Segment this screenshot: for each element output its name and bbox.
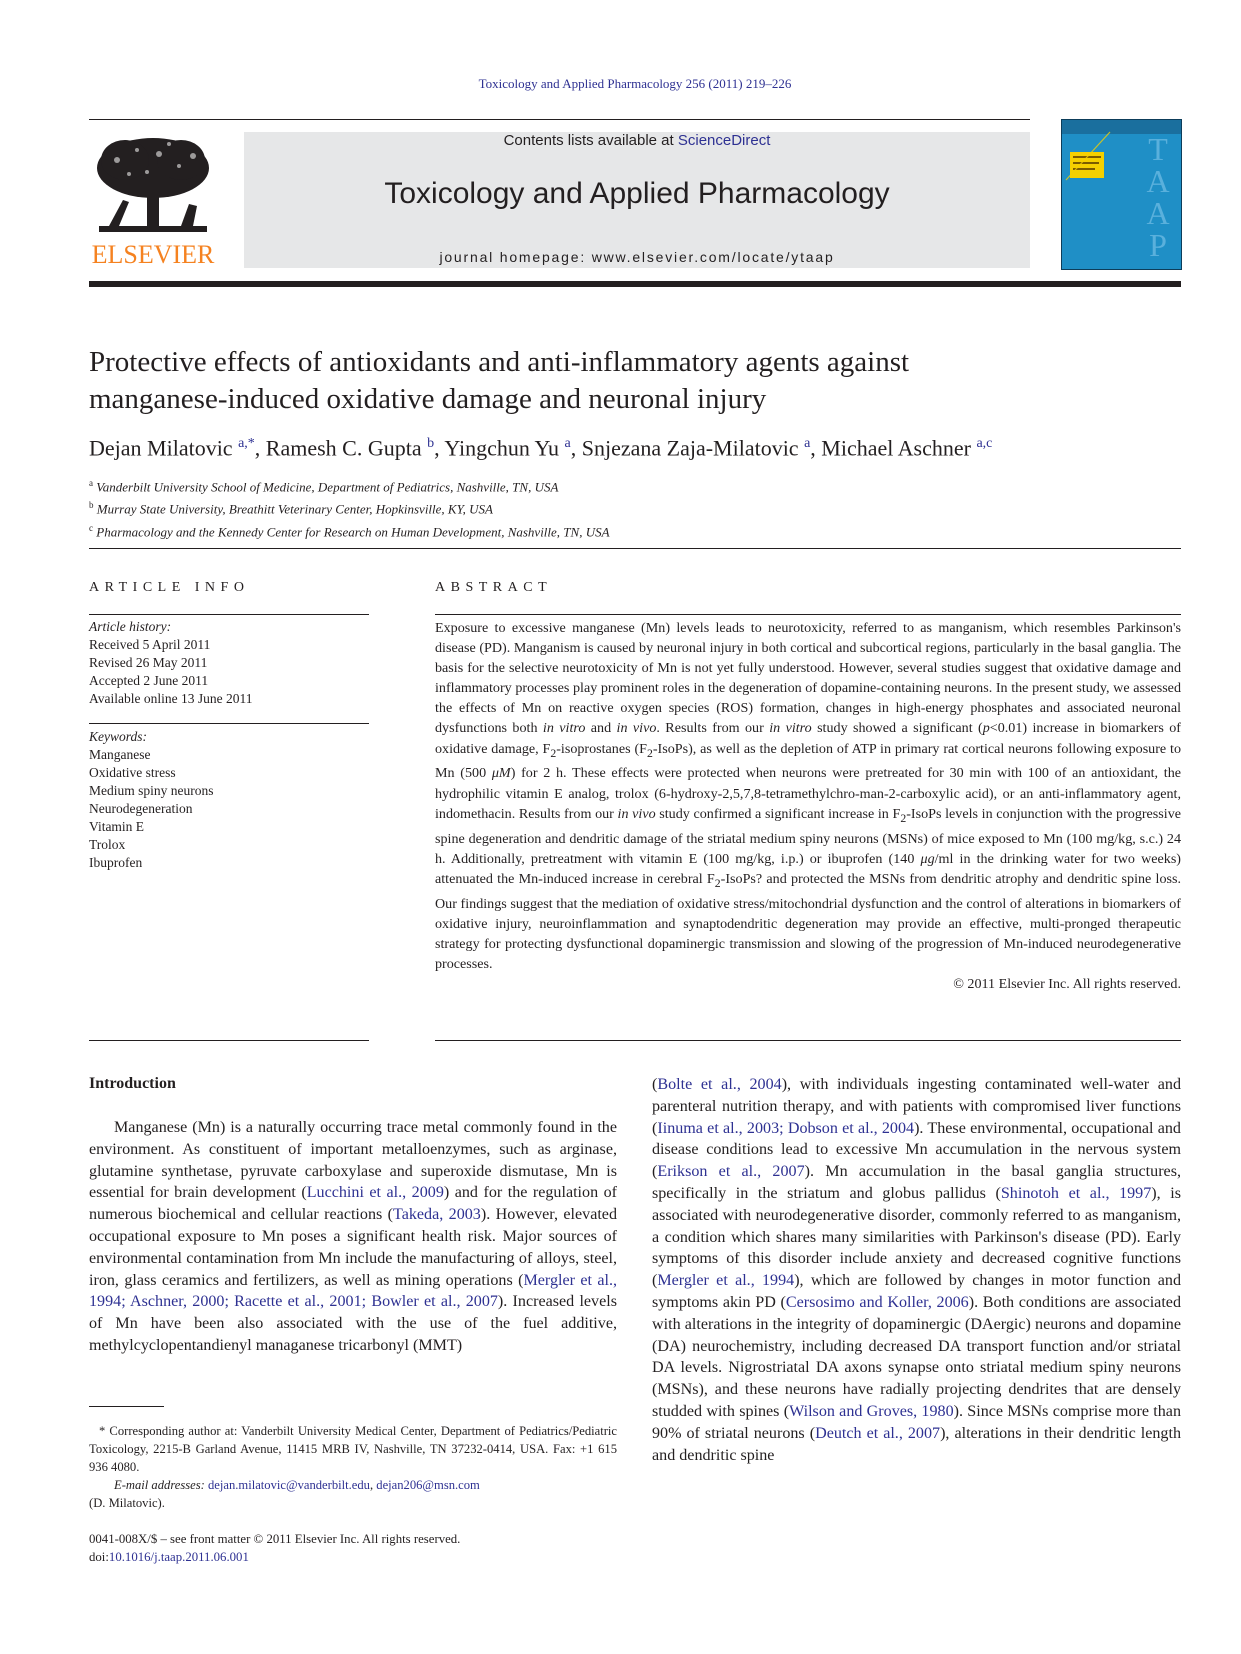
email-link[interactable]: dejan206@msn.com [376, 1478, 480, 1492]
header-thick-rule [89, 281, 1181, 287]
history-label: Article history: [89, 619, 172, 634]
affiliation-text: Vanderbilt University School of Medicine, Department of Pediatrics, Nashville, TN, USA [96, 479, 559, 495]
author-name[interactable]: Yingchun Yu [444, 435, 559, 461]
keyword: Manganese [89, 747, 151, 762]
author-name[interactable]: Ramesh C. Gupta [265, 435, 422, 461]
keywords [89, 728, 369, 872]
affiliation-text: Pharmacology and the Kennedy Center for Research on Human Development, Nashville, TN, USA [96, 523, 610, 539]
affiliation-text: Murray State University, Breathitt Veterinary Center, Hopkinsville, KY, USA [96, 501, 493, 517]
author-affil-mark[interactable]: a,c [976, 436, 993, 451]
article-info-heading: ARTICLE INFO [89, 580, 250, 595]
article-title [89, 344, 1181, 418]
citation-link[interactable]: Iinuma et al., 2003; Dobson et al., 2004 [657, 1119, 915, 1137]
intro-paragraph-2: (Bolte et al., 2004), with individuals ingesting contaminated well-water and parenteral nutrition therapy, and with patients with compromised liver functions (Iinuma et al., 2003; Dobson et al., 2004). These environmental, occupational and disease conditions lead to excessive Mn accumulation in the nervous system (Erikson et al., 2007). Mn accumulation in the basal ganglia structures, specifically in the striatum and globus pallidus (Shinotoh et al., 1997), is associated with neurodegenerative disorder, commonly referred to as manganism, a condition which shares many similarities with Parkinson's disease (PD). Early symptoms of this disorder include anxiety and decreased cognitive functions (Mergler et al., 1994), which are followed by changes in motor function and symptoms akin PD (Cersosimo and Koller, 2006). Both conditions are associated with alterations in the integrity of dopaminergic (DAergic) neurons and dopamine (DA) neurochemistry, including decreased DA transport function and/or striatal DA levels. Nigrostriatal DA axons synapse onto striatal medium spiny neurons (MSNs), and these neurons have radially projecting dendrites that are densely studded with spines (Wilson and Groves, 1980). Since MSNs comprise more than 90% of striatal neurons (Deutch et al., 2007), alterations in their dendritic length and dendritic spine [652, 1076, 1182, 1464]
doi-line: doi:10.1016/j.taap.2011.06.001 [89, 1550, 249, 1564]
history-received: Received 5 April 2011 [89, 637, 211, 652]
author-affil-mark[interactable]: b [427, 436, 435, 451]
abstract-rule [435, 614, 1181, 615]
article-history [89, 618, 369, 708]
affiliation-mark: c [89, 522, 93, 533]
info-rule [89, 723, 369, 724]
history-revised: Revised 26 May 2011 [89, 655, 208, 670]
title-line-1: Protective effects of antioxidants and anti-inflammatory agents against [89, 346, 910, 378]
svg-text:P: P [1149, 227, 1167, 263]
top-rule [89, 119, 1030, 120]
author-affil-mark[interactable]: a [804, 436, 811, 451]
author-name[interactable]: Michael Aschner [821, 435, 971, 461]
issn-line: 0041-008X/$ – see front matter © 2011 Elsevier Inc. All rights reserved. [89, 1532, 461, 1546]
title-line-2: manganese-induced oxidative damage and neuronal injury [89, 383, 767, 415]
email-link[interactable]: dejan.milatovic@vanderbilt.edu [207, 1478, 370, 1492]
history-accepted: Accepted 2 June 2011 [89, 673, 209, 688]
abstract-bottom-rule [435, 1040, 1181, 1041]
abstract-heading: ABSTRACT [435, 580, 553, 595]
citation-link[interactable]: Lucchini et al., 2009 [306, 1184, 444, 1202]
elsevier-logo[interactable] [89, 130, 217, 270]
author-list: Dejan Milatovic $^{a,*}$, Ramesh C. Gupta $^b$, Yingchun Yu $^a$, Snjezana Zaja-Milatovic $^a$, Michael Aschner $^{a,c}$ [89, 435, 993, 461]
citation-link[interactable]: Bolte et al., 2004 [657, 1076, 782, 1093]
citation-link[interactable]: Cersosimo and Koller, 2006 [785, 1293, 969, 1311]
abstract-text: Exposure to excessive manganese (Mn) levels leads to neurotoxicity, referred to as manganism, which resembles Parkinson's disease (PD). Manganism is caused by neuronal injury in both cortical and subcortical regions, particularly in the basal ganglia. The basis for the selective neurotoxicity of Mn is not yet fully understood. However, several studies suggest that oxidative damage and inflammatory processes play prominent roles in the degeneration of dopamine-containing neurons. In the present study, we assessed the effects of Mn on reactive oxygen species (ROS) formation, changes in high-energy phosphates and associated neuronal dysfunctions both in vitro and in vivo. Results from our in vitro study showed a significant (p<0.01) increase in biomarkers of oxidative damage, $F_2$-isoprostanes $(F_2-IsoPs)$, as well as the depletion of ATP in primary rat cortical neurons following exposure to Mn (500 μM) for 2 h. These effects were protected when neurons were pretreated for 30 min with 100 of an antioxidant, the hydrophilic vitamin E analog, trolox (6-hydroxy-2,5,7,8-tetramethylchro-man-2-carboxylic acid), or an anti-inflammatory agent, indomethacin. Results from our in vivo study confirmed a significant increase in $F_2$-IsoPs levels in conjunction with the progressive spine degeneration and dendritic damage of the striatal medium spiny neurons (MSNs) of mice exposed to Mn (100 mg/kg, s.c.) 24 h. Additionally, pretreatment with vitamin E (100 mg/kg, i.p.) or ibuprofen (140 μg/ml in the drinking water for two weeks) attenuated the Mn-induced increase in cerebral $F_2$-IsoPs? and protected the MSNs from dendritic atrophy and dendritic spine loss. Our findings suggest that the mediation of oxidative stress/mitochondrial dysfunction and the control of alterations in biomarkers of oxidative injury, neuroinflammation and synaptodendritic degeneration may provide an effective, multi-pronged therapeutic strategy for protecting dysfunctional dopaminergic transmission and slowing of the progression of Mn-induced neurodegenerative processes. © 2011 Elsevier Inc. All rights reserved. [435, 618, 1181, 994]
affiliation-mark: b [89, 500, 94, 511]
svg-text:A: A [1146, 163, 1170, 199]
keyword: Oxidative stress [89, 765, 176, 780]
contents-prefix: Contents lists available at [503, 132, 678, 149]
author-name[interactable]: Snjezana Zaja-Milatovic [581, 435, 799, 461]
citation-link[interactable]: Wilson and Groves, 1980 [789, 1402, 954, 1420]
author-affil-mark[interactable]: a,* [238, 436, 255, 451]
email-owner: (D. Milatovic). [89, 1496, 165, 1510]
journal-banner [244, 132, 1030, 268]
citation-link[interactable]: Takeda, 2003 [393, 1206, 481, 1224]
citation-link[interactable]: Mergler et al., 1994; Aschner, 2000; Racette et al., 2001; Bowler et al., 2007 [89, 1271, 617, 1311]
copyright-notice: © 2011 Elsevier Inc. All rights reserved. [953, 976, 1181, 993]
email-label: E-mail addresses: [114, 1478, 205, 1492]
svg-text:T: T [1148, 131, 1168, 167]
front-matter [89, 1530, 617, 1566]
journal-cover[interactable] [1061, 119, 1182, 270]
affiliation [89, 474, 1181, 496]
journal-homepage[interactable]: journal homepage: www.elsevier.com/locate/ytaap [439, 249, 835, 265]
info-bottom-rule [89, 1040, 369, 1041]
author-affil-mark[interactable]: a [564, 436, 571, 451]
keyword: Ibuprofen [89, 855, 143, 870]
introduction-heading: Introduction [89, 1075, 176, 1092]
citation-link[interactable]: Shinotoh et al., 1997 [1000, 1184, 1152, 1202]
affiliation-mark: a [89, 478, 93, 488]
keyword: Neurodegeneration [89, 801, 193, 816]
affiliations [89, 474, 1181, 541]
keywords-label: Keywords: [89, 729, 147, 744]
tree-icon [89, 130, 217, 238]
contents-line [244, 132, 1030, 149]
keyword: Medium spiny neurons [89, 783, 214, 798]
info-rule [89, 614, 369, 615]
cover-image-icon [1062, 120, 1181, 269]
svg-text:A: A [1146, 195, 1170, 231]
citation-link[interactable]: Erikson et al., 2007 [657, 1163, 805, 1181]
sciencedirect-link[interactable]: ScienceDirect [677, 132, 771, 149]
corresponding-author-footnote: * Corresponding author at: Vanderbilt University Medical Center, Department of Pediatrics/Pediatric Toxicology, 2215-B Garland Avenue, 11415 MRB IV, Nashville, TN 37232-0414, USA. Fax: +1 615 936 4080. E-mail addresses: dejan.milatovic@vanderbilt.edu, dejan206@msn.com (D. Milatovic). [89, 1424, 617, 1510]
keyword: Trolox [89, 837, 126, 852]
footnote-rule [89, 1406, 164, 1407]
intro-paragraph-1: Manganese (Mn) is a naturally occurring trace metal commonly found in the environment. As constituent of important metalloenzymes, such as arginase, glutamine synthetase, pyruvate carboxylase and superoxide dismutase, Mn is essential for brain development (Lucchini et al., 2009) and for the regulation of numerous biochemical and cellular reactions (Takeda, 2003). However, elevated occupational exposure to Mn poses a significant health risk. Major sources of environmental contamination from Mn include the manufacturing of alloys, steel, iron, glass ceramics and fertilizers, as well as mining operations (Mergler et al., 1994; Aschner, 2000; Racette et al., 2001; Bowler et al., 2007). Increased levels of Mn have been also associated with the use of the fuel additive, methylcyclopentandienyl managanese tricarbonyl (MMT) [89, 1119, 618, 1354]
history-online: Available online 13 June 2011 [89, 691, 253, 706]
citation-link[interactable]: Deutch et al., 2007 [815, 1424, 941, 1442]
journal-title: Toxicology and Applied Pharmacology [384, 177, 890, 210]
citation-link[interactable]: Mergler et al., 1994 [657, 1272, 795, 1290]
elsevier-wordmark: ELSEVIER [91, 240, 215, 269]
footnote-star: * [99, 1424, 106, 1438]
doi-link[interactable]: 10.1016/j.taap.2011.06.001 [108, 1550, 249, 1564]
section-rule [89, 548, 1181, 549]
affiliation [89, 519, 1181, 541]
journal-reference[interactable]: Toxicology and Applied Pharmacology 256 (2011) 219–226 [478, 76, 792, 91]
affiliation [89, 496, 1181, 518]
keyword: Vitamin E [89, 819, 145, 834]
email-line: E-mail addresses: dejan.milatovic@vanderbilt.edu, dejan206@msn.com [114, 1478, 480, 1492]
author-name[interactable]: Dejan Milatovic [89, 435, 233, 461]
